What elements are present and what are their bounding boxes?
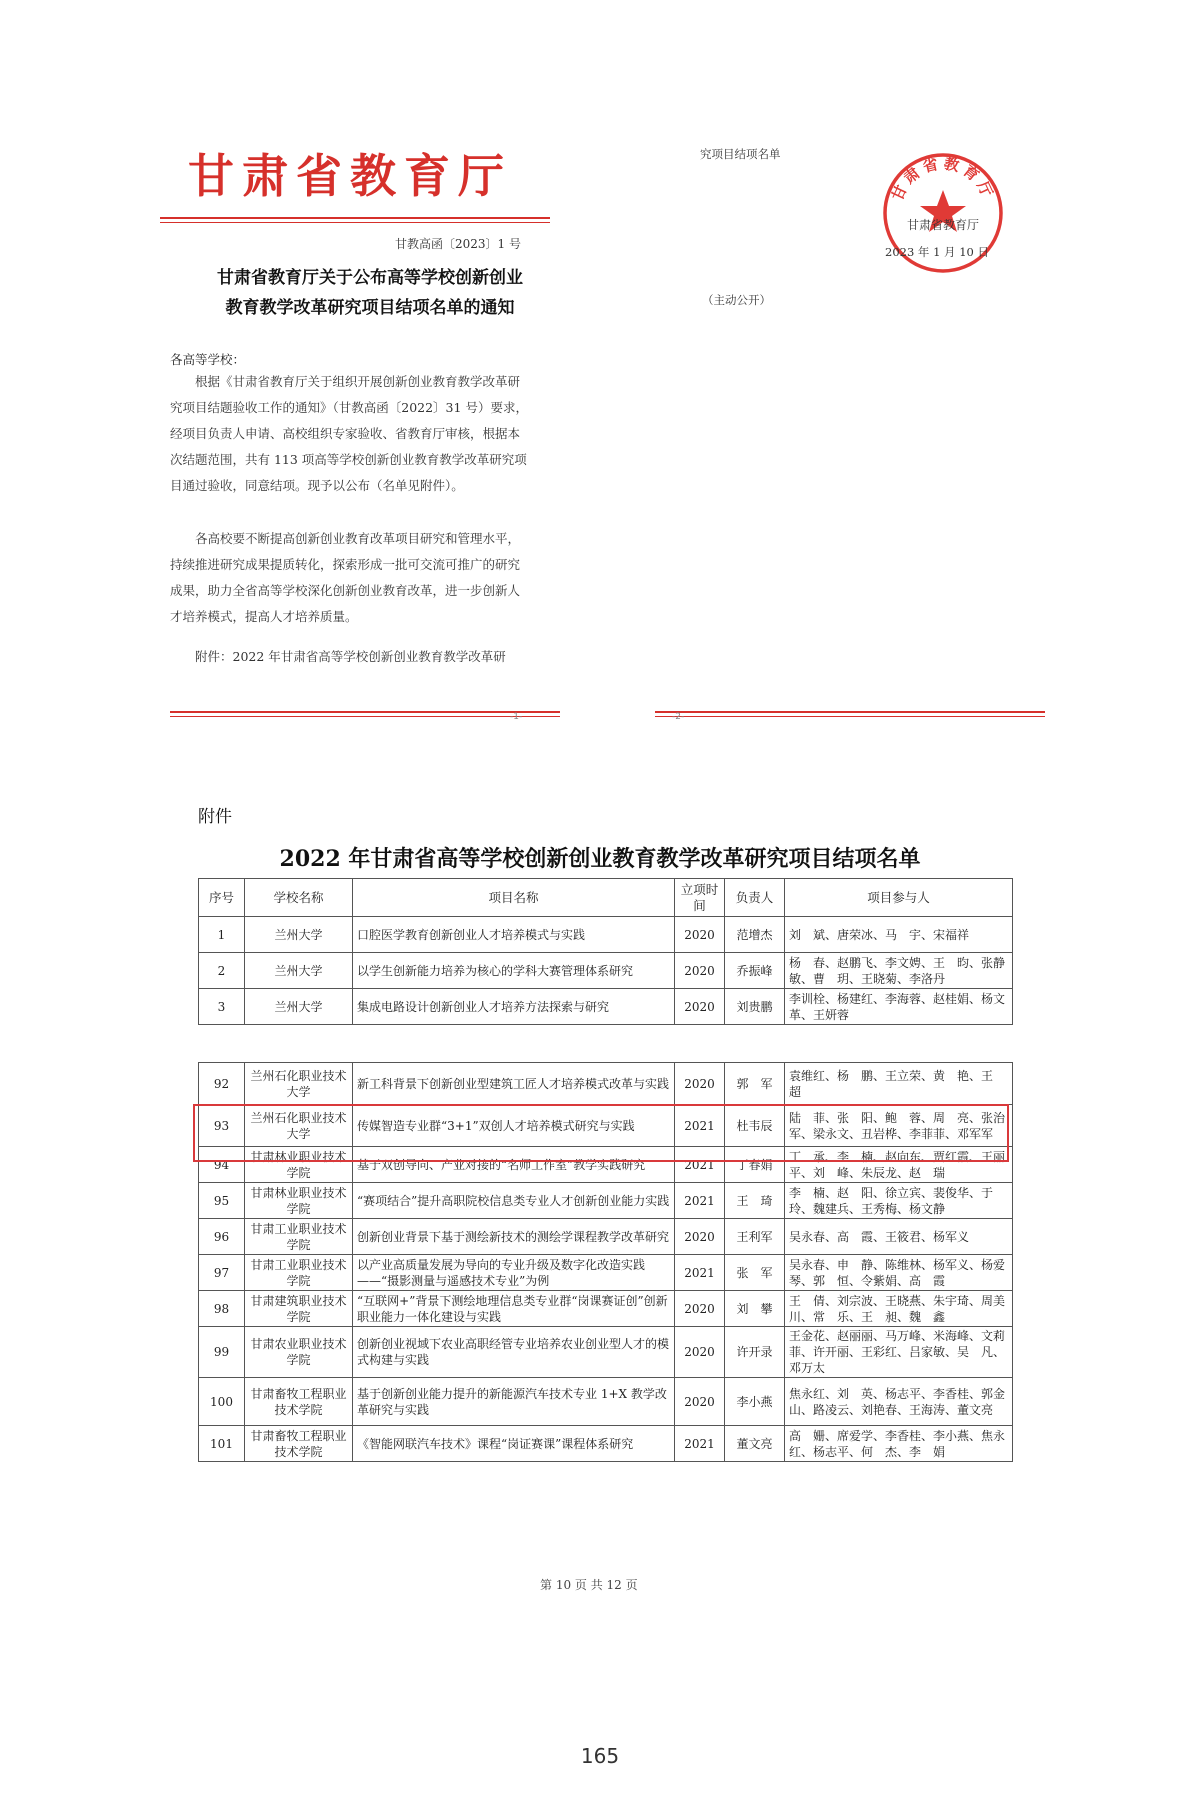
cell-year: 2020 — [675, 1063, 725, 1105]
cell-school: 甘肃工业职业技术学院 — [245, 1219, 353, 1255]
cell-no: 2 — [199, 953, 245, 989]
body-paragraph-1: 根据《甘肃省教育厅关于组织开展创新创业教育教学改革研究项目结题验收工作的通知》（甘教高函〔2022〕31 号）要求，经项目负责人申请、高校组织专家验收、省教育厅审核，根据本次结题范围，共有 113 项高等学校创新创业教育教学改革研究项目通过验收，同意结项。现予以公布（名单见附件）。 — [170, 374, 528, 493]
cell-project: “互联网+”背景下测绘地理信息类专业群“岗课赛证创”创新职业能力一体化建设与实践 — [353, 1291, 675, 1327]
cell-members: 高 姗、席爱学、李香桂、李小燕、焦永红、杨志平、何 杰、李 娟 — [785, 1426, 1013, 1462]
notice-title-line2: 教育教学改革研究项目结项名单的通知 — [225, 298, 515, 318]
page2-footer-rule — [655, 711, 1045, 713]
cell-no: 94 — [199, 1147, 245, 1183]
cell-leader: 李小燕 — [725, 1378, 785, 1426]
cell-no: 101 — [199, 1426, 245, 1462]
cell-leader: 乔振峰 — [725, 953, 785, 989]
cell-year: 2021 — [675, 1147, 725, 1183]
document-page-number: 165 — [580, 1744, 620, 1768]
continued-text: 究项目结项名单 — [700, 147, 781, 161]
table-row — [199, 1063, 1013, 1105]
cell-leader: 王利军 — [725, 1219, 785, 1255]
cell-members: 吴永春、申 静、陈维林、杨军义、杨爱琴、郭 恒、令紫娟、高 霞 — [785, 1255, 1013, 1291]
cell-project: 集成电路设计创新创业人才培养方法探索与研究 — [353, 989, 675, 1025]
attachment-label: 附件 — [198, 807, 232, 827]
header-year: 立项时间 — [675, 879, 725, 917]
cell-leader: 丁春娟 — [725, 1147, 785, 1183]
cell-school: 甘肃畜牧工程职业技术学院 — [245, 1426, 353, 1462]
cell-project: 以学生创新能力培养为核心的学科大赛管理体系研究 — [353, 953, 675, 989]
letterhead-title: 甘肃省教育厅 — [188, 149, 512, 203]
cell-school: 甘肃工业职业技术学院 — [245, 1255, 353, 1291]
cell-members: 焦永红、刘 英、杨志平、李香桂、郭金山、路凌云、刘艳春、王海涛、董文亮 — [785, 1378, 1013, 1426]
cell-no: 92 — [199, 1063, 245, 1105]
cell-year: 2020 — [675, 917, 725, 953]
cell-school: 甘肃畜牧工程职业技术学院 — [245, 1378, 353, 1426]
page2-number: -2- — [672, 712, 685, 722]
cell-leader: 郭 军 — [725, 1063, 785, 1105]
cell-leader: 杜韦辰 — [725, 1105, 785, 1147]
table-row — [199, 1291, 1013, 1327]
cell-leader: 董文亮 — [725, 1426, 785, 1462]
cell-leader: 刘 攀 — [725, 1291, 785, 1327]
cell-project: 创新创业视域下农业高职经管专业培养农业创业型人才的模式构建与实践 — [353, 1327, 675, 1378]
salutation: 各高等学校： — [170, 352, 246, 367]
cell-school: 兰州石化职业技术大学 — [245, 1105, 353, 1147]
cell-year: 2020 — [675, 1327, 725, 1378]
table-row — [199, 989, 1013, 1025]
attachment-title: 2022 年甘肃省高等学校创新创业教育教学改革研究项目结项名单 — [279, 846, 921, 872]
project-table-top — [198, 878, 1013, 1025]
cell-members: 杨 春、赵鹏飞、李文娉、王 昀、张静敏、曹 玥、王晓菊、李洛丹 — [785, 953, 1013, 989]
table-row — [199, 1183, 1013, 1219]
page1-number: -1- — [510, 712, 523, 722]
cell-year: 2021 — [675, 1105, 725, 1147]
project-table-bottom — [198, 1062, 1013, 1462]
document-number: 甘教高函〔2023〕1 号 — [395, 237, 521, 251]
attachment-page-footer: 第 10 页 共 12 页 — [540, 1578, 638, 1592]
cell-year: 2020 — [675, 953, 725, 989]
table-break — [190, 1043, 1020, 1059]
cell-year: 2021 — [675, 1255, 725, 1291]
cell-members: 李 楠、赵 阳、徐立宾、裴俊华、于 玲、魏建兵、王秀梅、杨文静 — [785, 1183, 1013, 1219]
cell-members: 袁维红、杨 鹏、王立荣、黄 艳、王 超 — [785, 1063, 1013, 1105]
cell-project: 以产业高质量发展为导向的专业升级及数字化改造实践——“摄影测量与遥感技术专业”为例 — [353, 1255, 675, 1291]
cell-project: 创新创业背景下基于测绘新技术的测绘学课程教学改革研究 — [353, 1219, 675, 1255]
cell-project: 《智能网联汽车技术》课程“岗证赛课”课程体系研究 — [353, 1426, 675, 1462]
page1-footer-rule — [170, 711, 560, 713]
table-row — [199, 1378, 1013, 1426]
table-row — [199, 1327, 1013, 1378]
table-row — [199, 953, 1013, 989]
cell-no: 95 — [199, 1183, 245, 1219]
table-header-row — [199, 879, 1013, 917]
table-row — [199, 1426, 1013, 1462]
cell-leader: 王 琦 — [725, 1183, 785, 1219]
cell-members: 李训栓、杨建红、李海蓉、赵桂娟、杨文革、王妍蓉 — [785, 989, 1013, 1025]
table-row — [199, 917, 1013, 953]
seal-caption: 甘肃省教育厅 — [906, 218, 979, 232]
cell-no: 97 — [199, 1255, 245, 1291]
cell-school: 甘肃农业职业技术学院 — [245, 1327, 353, 1378]
body-paragraph-2: 各高校要不断提高创新创业教育改革项目研究和管理水平，持续推进研究成果提质转化，探索形成一批可交流可推广的研究成果，助力全省高等学校深化创新创业教育改革，进一步创新人才培养模式，提高人才培养质量。 — [170, 531, 521, 624]
table-row — [199, 1105, 1013, 1147]
seal-ring-text: 甘肃省教育厅 — [888, 154, 998, 204]
page1-footer-rule-2 — [170, 716, 560, 717]
cell-no: 99 — [199, 1327, 245, 1378]
cell-members: 吴永春、高 霞、王筱君、杨军义 — [785, 1219, 1013, 1255]
cell-no: 98 — [199, 1291, 245, 1327]
cell-no: 100 — [199, 1378, 245, 1426]
red-divider-top — [160, 217, 550, 219]
cell-project: 基于双创导向、产业对接的“名师工作室”教学实践研究 — [353, 1147, 675, 1183]
cell-project: 基于创新创业能力提升的新能源汽车技术专业 1+X 教学改革研究与实践 — [353, 1378, 675, 1426]
page2-footer-rule-2 — [655, 716, 1045, 717]
notice-title-line1: 甘肃省教育厅关于公布高等学校创新创业 — [217, 268, 523, 288]
cell-no: 93 — [199, 1105, 245, 1147]
cell-leader: 张 军 — [725, 1255, 785, 1291]
header-no: 序号 — [199, 879, 245, 917]
cell-members: 刘 斌、唐荣冰、马 宇、宋福祥 — [785, 917, 1013, 953]
cell-school: 兰州大学 — [245, 989, 353, 1025]
cell-project: 口腔医学教育创新创业人才培养模式与实践 — [353, 917, 675, 953]
cell-school: 甘肃建筑职业技术学院 — [245, 1291, 353, 1327]
header-members: 项目参与人 — [785, 879, 1013, 917]
cell-year: 2020 — [675, 989, 725, 1025]
red-divider-bottom — [160, 222, 550, 223]
cell-no: 96 — [199, 1219, 245, 1255]
cell-year: 2020 — [675, 1291, 725, 1327]
cell-project: 传媒智造专业群“3+1”双创人才培养模式研究与实践 — [353, 1105, 675, 1147]
issue-date: 2023 年 1 月 10 日 — [885, 245, 989, 259]
notice-title — [170, 263, 570, 323]
cell-school: 甘肃林业职业技术学院 — [245, 1183, 353, 1219]
table-row — [199, 1219, 1013, 1255]
cell-leader: 范增杰 — [725, 917, 785, 953]
cell-year: 2020 — [675, 1378, 725, 1426]
cell-school: 兰州大学 — [245, 917, 353, 953]
cell-members: 陆 菲、张 阳、鲍 蓉、周 亮、张治军、梁永文、丑岩桦、李菲菲、邓军军 — [785, 1105, 1013, 1147]
cell-no: 1 — [199, 917, 245, 953]
cell-project: 新工科背景下创新创业型建筑工匠人才培养模式改革与实践 — [353, 1063, 675, 1105]
header-school: 学校名称 — [245, 879, 353, 917]
header-leader: 负责人 — [725, 879, 785, 917]
disclosure-mark: （主动公开） — [702, 293, 771, 307]
cell-school: 兰州大学 — [245, 953, 353, 989]
attachment-note: 附件：2022 年甘肃省高等学校创新创业教育教学改革研 — [195, 649, 506, 664]
cell-school: 兰州石化职业技术大学 — [245, 1063, 353, 1105]
cell-members: 丁 承、李 楠、赵向东、贾红霞、王丽平、刘 峰、朱辰龙、赵 瑞 — [785, 1147, 1013, 1183]
header-project: 项目名称 — [353, 879, 675, 917]
cell-leader: 刘贵鹏 — [725, 989, 785, 1025]
cell-project: “赛项结合”提升高职院校信息类专业人才创新创业能力实践 — [353, 1183, 675, 1219]
cell-school: 甘肃林业职业技术学院 — [245, 1147, 353, 1183]
cell-no: 3 — [199, 989, 245, 1025]
cell-year: 2020 — [675, 1219, 725, 1255]
cell-members: 王 倩、刘宗波、王晓燕、朱宇琦、周美川、常 乐、王 昶、魏 鑫 — [785, 1291, 1013, 1327]
table-row — [199, 1147, 1013, 1183]
table-row — [199, 1255, 1013, 1291]
cell-leader: 许开录 — [725, 1327, 785, 1378]
cell-year: 2021 — [675, 1426, 725, 1462]
cell-year: 2021 — [675, 1183, 725, 1219]
cell-members: 王金花、赵丽丽、马万峰、米海峰、文莉菲、许开丽、王彩红、吕家敏、吴 凡、邓万太 — [785, 1327, 1013, 1378]
